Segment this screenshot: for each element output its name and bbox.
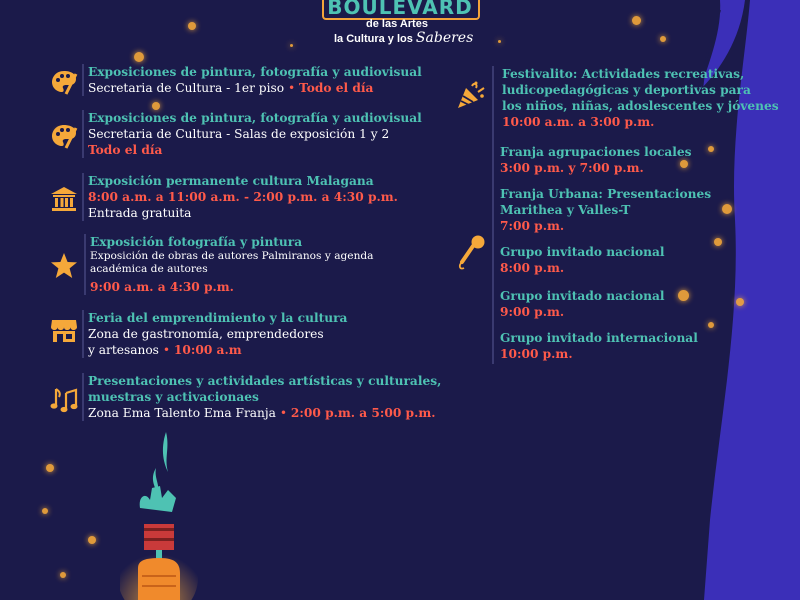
event-title-line: Franja Urbana: Presentaciones [500, 187, 712, 201]
event-detail: Entrada gratuita [88, 206, 192, 220]
event-time: 10:00 p.m. [500, 347, 573, 361]
light-dot [708, 322, 714, 328]
event-text [82, 173, 398, 221]
event-title: Franja agrupaciones locales [500, 145, 692, 159]
event-text [82, 373, 441, 421]
torch-illustration [120, 428, 200, 600]
light-dot [632, 16, 641, 25]
market-stall-icon [50, 316, 78, 344]
event-time: 10:00 a.m. a 3:00 p.m. [502, 115, 655, 129]
event-title-line: Presentaciones y actividades artísticas y culturales, [88, 374, 442, 388]
palette-icon [50, 68, 78, 96]
light-dot [152, 102, 160, 110]
event-detail-line: y artesanos • 10:00 a.m [88, 343, 242, 357]
event-location: Secretaria de Cultura - Salas de exposición 1 y 2 [88, 127, 390, 141]
light-dot [60, 572, 66, 578]
logo-subtitle-script: Saberes [415, 30, 474, 46]
event-detail-line: Exposición de obras de autores Palmiranos y agenda [90, 250, 374, 262]
music-notes-icon [50, 385, 78, 413]
museum-icon [50, 185, 78, 213]
event-detail: Zona Ema Talento Ema Franja • 2:00 p.m. a 5:00 p.m. [88, 406, 436, 420]
event-detail-line: académica de autores [90, 263, 208, 275]
light-dot [188, 22, 196, 30]
event-text [82, 64, 422, 96]
party-popper-icon [456, 80, 486, 110]
light-dot [714, 238, 722, 246]
microphone-icon [456, 234, 486, 270]
event-item [502, 66, 779, 130]
event-time: 7:00 p.m. [500, 219, 565, 233]
event-item [500, 144, 692, 176]
light-dot [42, 508, 48, 514]
event-time: 8:00 a.m. a 11:00 a.m. - 2:00 p.m. a 4:30 p.m. [88, 190, 398, 204]
event-title: Feria del emprendimiento y la cultura [88, 311, 348, 325]
event-text [82, 310, 347, 358]
event-item [500, 288, 665, 320]
logo-subtitle-2 [334, 30, 473, 46]
light-dot [46, 464, 54, 472]
event-title-line: Festivalito: Actividades recreativas, [502, 67, 745, 81]
event-location: y artesanos [88, 343, 159, 357]
light-dot [134, 52, 144, 62]
event-time: 2:00 p.m. a 5:00 p.m. [290, 406, 436, 420]
light-dot [88, 536, 96, 544]
event-title: Exposición fotografía y pintura [90, 235, 303, 249]
light-dot [708, 146, 714, 152]
logo-title: BOULEVARD [327, 0, 473, 19]
light-dot [498, 40, 501, 43]
light-dot [722, 204, 732, 214]
light-dot [660, 36, 666, 42]
event-title: Exposiciones de pintura, fotografía y audiovisual [88, 111, 422, 125]
star-icon [50, 252, 78, 280]
event-text [82, 110, 422, 158]
event-time: 9:00 a.m. a 4:30 p.m. [90, 280, 234, 294]
event-location: Secretaria de Cultura - 1er piso [88, 81, 285, 95]
event-title: Grupo invitado internacional [500, 331, 698, 345]
event-time: 3:00 p.m. y 7:00 p.m. [500, 161, 644, 175]
event-title: Exposiciones de pintura, fotografía y audiovisual [88, 65, 422, 79]
light-dot [736, 298, 744, 306]
event-item [500, 186, 711, 234]
event-time: Todo el día [88, 143, 163, 157]
event-title: Exposición permanente cultura Malagana [88, 174, 374, 188]
logo-subtitle-prefix: la Cultura y los [334, 33, 413, 45]
event-item [500, 330, 698, 362]
event-title: Grupo invitado nacional [500, 245, 665, 259]
event-item [500, 244, 665, 276]
event-time: 9:00 p.m. [500, 305, 565, 319]
light-dot [290, 44, 293, 47]
event-detail: Secretaria de Cultura - 1er piso • Todo el día [88, 81, 374, 95]
light-dot [678, 290, 689, 301]
event-title-line: muestras y activacionaes [88, 390, 259, 404]
logo-subtitle-1: de las Artes [366, 18, 428, 30]
event-time: Todo el día [299, 81, 374, 95]
event-title: Grupo invitado nacional [500, 289, 665, 303]
event-detail-line: Zona de gastronomía, emprendedores [88, 327, 324, 341]
boulevard-logo [322, 0, 478, 45]
event-location: Zona Ema Talento Ema Franja [88, 406, 276, 420]
event-title-line: Marithea y Valles-T [500, 203, 631, 217]
event-text [84, 234, 374, 295]
event-title-line: ludicopedagógicas y deportivas para [502, 83, 751, 97]
event-time: 8:00 p.m. [500, 261, 565, 275]
schedule-divider [492, 142, 494, 364]
event-time: 10:00 a.m [173, 343, 242, 357]
palette-icon [50, 122, 78, 150]
event-title-line: los niños, niñas, adoslescentes y jóvenes [502, 99, 779, 113]
